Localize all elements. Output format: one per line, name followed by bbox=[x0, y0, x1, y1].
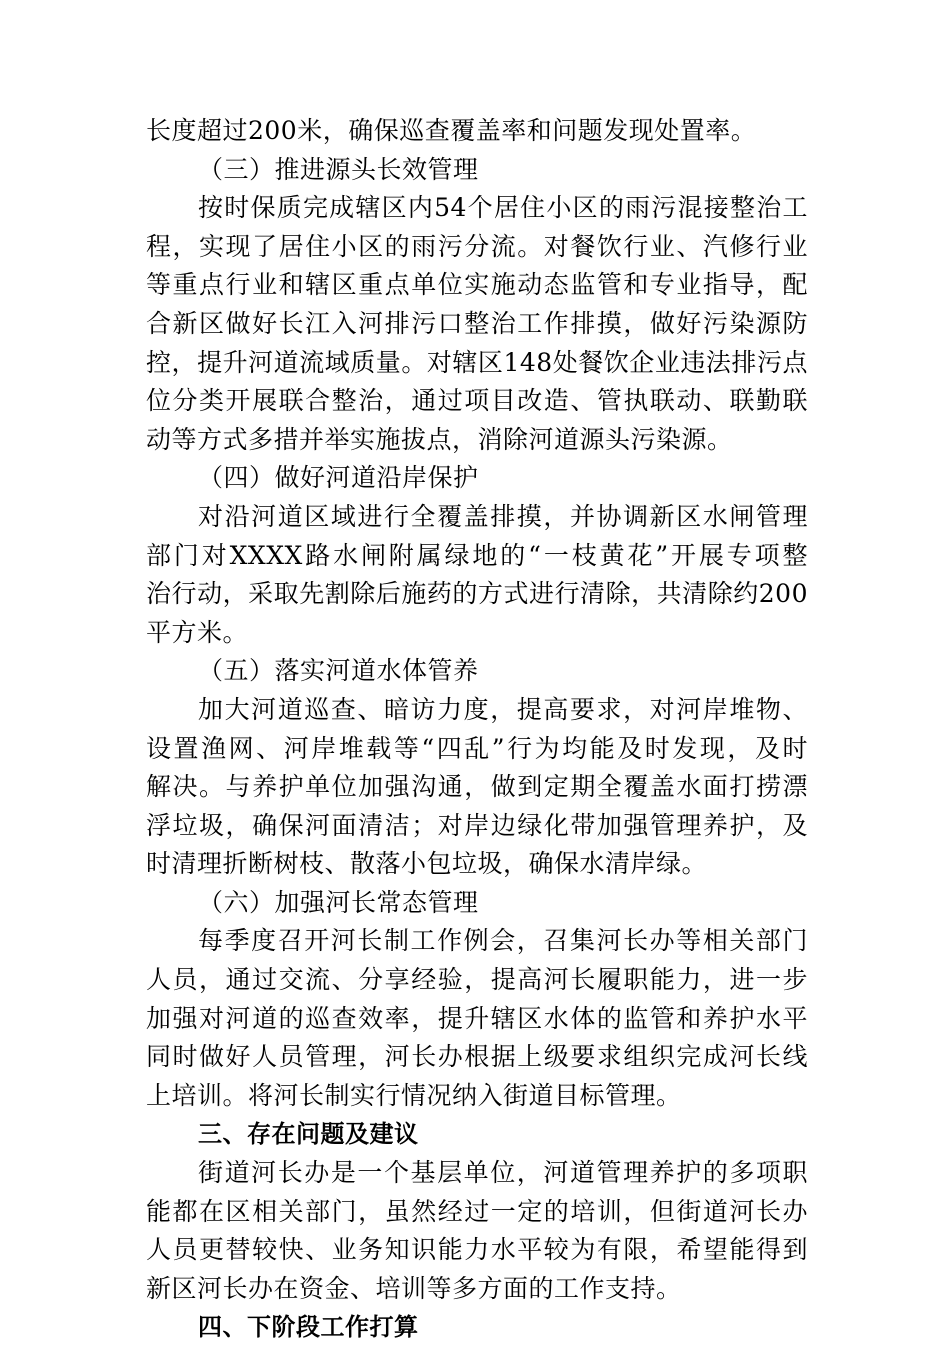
paragraph-line: 程，实现了居住小区的雨污分流。对餐饮行业、汽修行业 bbox=[146, 231, 808, 261]
paragraph-line: 能都在区相关部门，虽然经过一定的培训，但街道河长办 bbox=[146, 1196, 808, 1226]
paragraph-first-line: 每季度召开河长制工作例会，召集河长办等相关部门 bbox=[198, 926, 808, 956]
sub-heading-3: （三）推进源头长效管理 bbox=[198, 154, 479, 184]
paragraph-line: 同时做好人员管理，河长办根据上级要求组织完成河长线 bbox=[146, 1042, 808, 1072]
paragraph-first-line: 加大河道巡查、暗访力度，提高要求，对河岸堆物、 bbox=[198, 694, 808, 724]
paragraph-line: 等重点行业和辖区重点单位实施动态监管和专业指导，配 bbox=[146, 270, 808, 300]
paragraph-line: 解决。与养护单位加强沟通，做到定期全覆盖水面打捞漂 bbox=[146, 772, 808, 802]
paragraph-line: 长度超过200米，确保巡查覆盖率和问题发现处置率。 bbox=[146, 116, 757, 145]
document-page bbox=[146, 112, 808, 1347]
paragraph-first-line: 对沿河道区域进行全覆盖排摸，并协调新区水闸管理 bbox=[198, 501, 808, 531]
paragraph-line: 加强对河道的巡查效率，提升辖区水体的监管和养护水平 bbox=[146, 1003, 808, 1033]
paragraph-line: 动等方式多措并举实施拔点，消除河道源头污染源。 bbox=[146, 424, 733, 454]
paragraph-line: 新区河长办在资金、培训等多方面的工作支持。 bbox=[146, 1273, 682, 1303]
paragraph-line: 合新区做好长江入河排污口整治工作排摸，做好污染源防 bbox=[146, 308, 808, 338]
paragraph-line: 人员，通过交流、分享经验，提高河长履职能力，进一步 bbox=[146, 965, 808, 995]
section-heading-4: 四、下阶段工作打算 bbox=[198, 1313, 419, 1342]
paragraph-line: 时清理折断树枝、散落小包垃圾，确保水清岸绿。 bbox=[146, 849, 708, 879]
paragraph-line: 部门对XXXX路水闸附属绿地的“一枝黄花”开展专项整 bbox=[146, 540, 808, 570]
paragraph-first-line: 街道河长办是一个基层单位，河道管理养护的多项职 bbox=[198, 1158, 808, 1188]
sub-heading-4: （四）做好河道沿岸保护 bbox=[198, 463, 479, 493]
paragraph-line: 位分类开展联合整治，通过项目改造、管执联动、联勤联 bbox=[146, 386, 808, 416]
paragraph-line: 上培训。将河长制实行情况纳入街道目标管理。 bbox=[146, 1080, 682, 1110]
section-heading-3: 三、存在问题及建议 bbox=[198, 1120, 419, 1149]
paragraph-first-line: 按时保质完成辖区内54个居住小区的雨污混接整治工 bbox=[198, 193, 808, 223]
paragraph-line: 控，提升河道流域质量。对辖区148处餐饮企业违法排污点 bbox=[146, 347, 808, 377]
sub-heading-5: （五）落实河道水体管养 bbox=[198, 656, 479, 686]
paragraph-line: 平方米。 bbox=[146, 617, 249, 647]
paragraph-line: 人员更替较快、业务知识能力水平较为有限，希望能得到 bbox=[146, 1235, 808, 1265]
paragraph-line: 治行动，采取先割除后施药的方式进行清除，共清除约200 bbox=[146, 579, 808, 609]
paragraph-line: 浮垃圾，确保河面清洁；对岸边绿化带加强管理养护，及 bbox=[146, 810, 808, 840]
sub-heading-6: （六）加强河长常态管理 bbox=[198, 887, 479, 917]
paragraph-line: 设置渔网、河岸堆载等“四乱”行为均能及时发现，及时 bbox=[146, 733, 808, 763]
